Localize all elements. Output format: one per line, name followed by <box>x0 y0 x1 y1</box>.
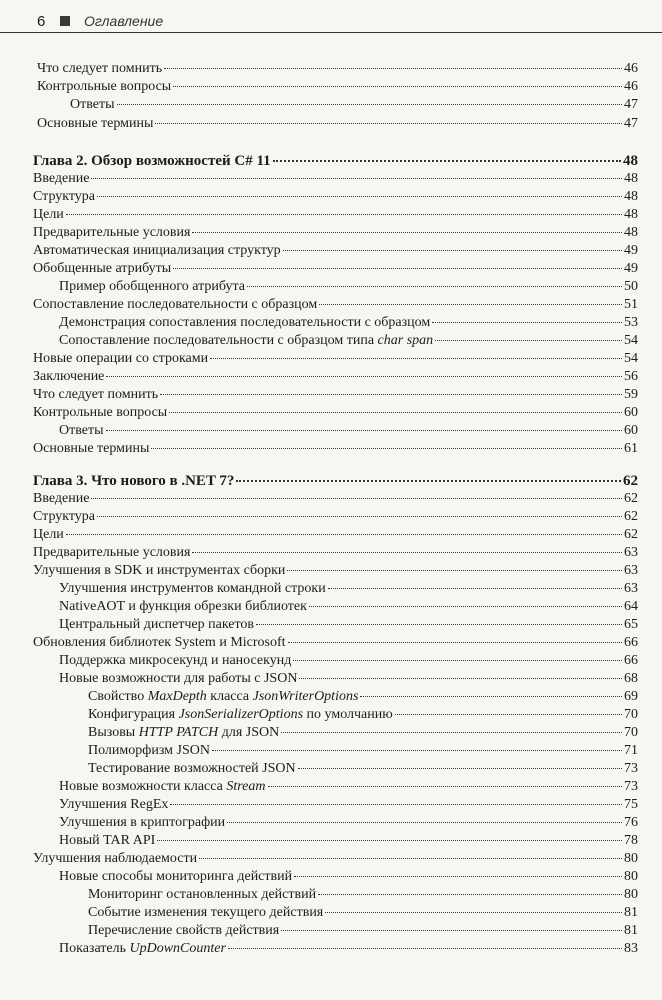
toc-entry: Обобщенные атрибуты 49 <box>33 261 638 276</box>
toc-entry: Сопоставление последовательности с образцом 51 <box>33 297 638 312</box>
toc-chapter: Глава 3. Что нового в .NET 7? 62 <box>33 473 638 489</box>
toc-entry: Заключение 56 <box>33 369 638 384</box>
toc-entry: Контрольные вопросы 60 <box>33 405 638 420</box>
toc-entry: Что следует помнить 59 <box>33 387 638 402</box>
toc-entry: Перечисление свойств действия 81 <box>88 923 638 938</box>
toc-entry: Показатель UpDownCounter 83 <box>59 941 638 956</box>
toc-entry: Новые возможности класса Stream 73 <box>59 779 638 794</box>
toc-entry: Новые возможности для работы с JSON 68 <box>59 671 638 686</box>
toc-entry: Новые операции со строками 54 <box>33 351 638 366</box>
page-number: 6 <box>37 13 46 30</box>
header-title: Оглавление <box>84 13 164 29</box>
toc-entry: Улучшения наблюдаемости 80 <box>33 851 638 866</box>
toc-entry: Конфигурация JsonSerializerOptions по умолчанию 70 <box>88 707 638 722</box>
toc-entry: Тестирование возможностей JSON 73 <box>88 761 638 776</box>
toc-entry: Цели 62 <box>33 527 638 542</box>
toc-entry: Обновления библиотек System и Microsoft 66 <box>33 635 638 650</box>
toc-entry: Улучшения инструментов командной строки 63 <box>59 581 638 596</box>
toc-entry: Предварительные условия 48 <box>33 225 638 240</box>
toc-entry: Улучшения RegEx 75 <box>59 797 638 812</box>
toc-entry: Структура 48 <box>33 189 638 204</box>
toc-entry: Полиморфизм JSON 71 <box>88 743 638 758</box>
toc-entry: Цели 48 <box>33 207 638 222</box>
toc-entry: Событие изменения текущего действия 81 <box>88 905 638 920</box>
toc-entry: Ответы 47 <box>70 97 638 112</box>
toc-entry: Сопоставление последовательности с образцом типа char span 54 <box>59 333 638 348</box>
toc-entry: Новый TAR API 78 <box>59 833 638 848</box>
toc-entry: Контрольные вопросы 46 <box>37 79 638 94</box>
toc-entry: Улучшения в SDK и инструментах сборки 63 <box>33 563 638 578</box>
toc-entry: Демонстрация сопоставления последовательности с образцом 53 <box>59 315 638 330</box>
toc-entry: Структура 62 <box>33 509 638 524</box>
toc-entry: Ответы 60 <box>59 423 638 438</box>
toc-entry: Введение 48 <box>33 171 638 186</box>
toc-entry: Новые способы мониторинга действий 80 <box>59 869 638 884</box>
toc-entry: Пример обобщенного атрибута 50 <box>59 279 638 294</box>
page-header <box>0 10 662 33</box>
toc-entry: Введение 62 <box>33 491 638 506</box>
toc-entry: Поддержка микросекунд и наносекунд 66 <box>59 653 638 668</box>
toc-entry: Свойство MaxDepth класса JsonWriterOptions 69 <box>88 689 638 704</box>
header-square-icon <box>60 16 70 26</box>
toc-entry: Центральный диспетчер пакетов 65 <box>59 617 638 632</box>
toc-entry: NativeAOT и функция обрезки библиотек 64 <box>59 599 638 614</box>
toc-entry: Основные термины 61 <box>33 441 638 456</box>
toc-entry: Вызовы HTTP PATCH для JSON 70 <box>88 725 638 740</box>
toc-entry: Мониторинг остановленных действий 80 <box>88 887 638 902</box>
toc-entry: Что следует помнить 46 <box>37 61 638 76</box>
toc-entry: Основные термины 47 <box>37 116 638 131</box>
toc-entry: Автоматическая инициализация структур 49 <box>33 243 638 258</box>
toc-entry: Улучшения в криптографии 76 <box>59 815 638 830</box>
toc-chapter: Глава 2. Обзор возможностей C# 11 48 <box>33 153 638 169</box>
toc-entry: Предварительные условия 63 <box>33 545 638 560</box>
